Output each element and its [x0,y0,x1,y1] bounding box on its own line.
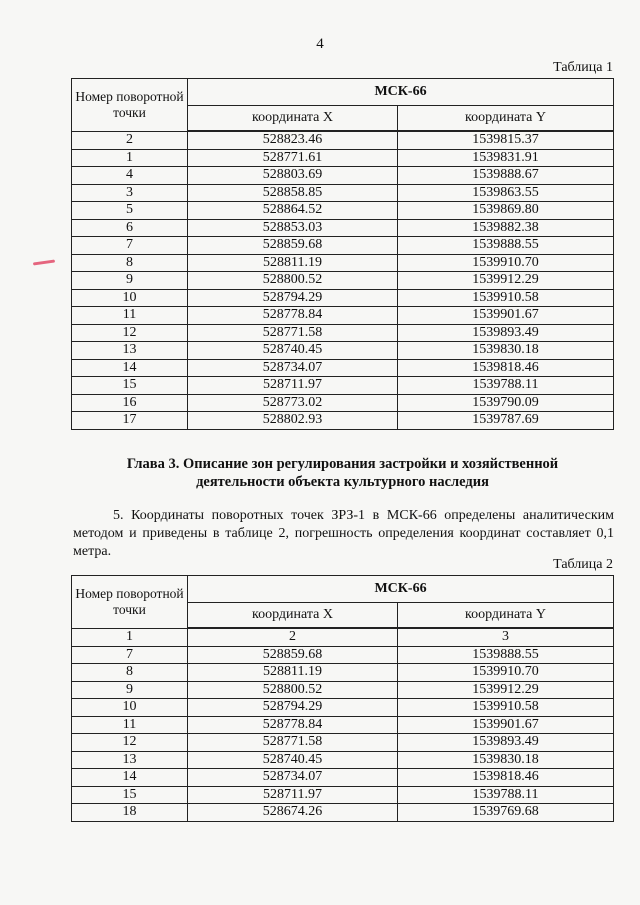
coord-x-cell: 528800.52 [188,272,398,290]
point-number-cell: 14 [72,359,188,377]
table-row [72,681,614,699]
point-number-cell: 10 [72,289,188,307]
table-row [72,751,614,769]
coord-x-header: координата X [188,106,398,132]
coord-x-cell: 528740.45 [188,342,398,360]
point-number-cell: 14 [72,769,188,787]
coordinates-table-2 [71,575,614,822]
coord-x-cell: 528800.52 [188,681,398,699]
coord-y-cell: 1539901.67 [398,307,614,325]
table-row [72,237,614,255]
coord-y-cell: 3 [398,628,614,646]
point-number-cell: 16 [72,394,188,412]
coord-x-cell: 528794.29 [188,289,398,307]
coord-y-cell: 1539912.29 [398,272,614,290]
point-number-cell: 17 [72,412,188,430]
coord-x-cell: 528778.84 [188,716,398,734]
point-number-cell: 6 [72,219,188,237]
point-number-cell: 18 [72,804,188,822]
coord-x-cell: 528802.93 [188,412,398,430]
coord-y-cell: 1539888.67 [398,167,614,185]
point-number-cell: 5 [72,202,188,220]
coord-y-cell: 1539901.67 [398,716,614,734]
point-number-cell: 9 [72,272,188,290]
point-number-cell: 11 [72,716,188,734]
point-number-cell: 7 [72,646,188,664]
coord-y-cell: 1539831.91 [398,149,614,167]
coord-y-cell: 1539888.55 [398,646,614,664]
table-row [72,342,614,360]
point-number-cell: 9 [72,681,188,699]
table-row [72,699,614,717]
point-number-cell: 11 [72,307,188,325]
coord-x-header: координата X [188,603,398,629]
point-number-cell: 1 [72,628,188,646]
coord-y-cell: 1539910.70 [398,254,614,272]
coord-x-cell: 528771.58 [188,734,398,752]
point-number-cell: 8 [72,664,188,682]
table-row [72,628,614,646]
coord-y-cell: 1539790.09 [398,394,614,412]
coord-x-cell: 528773.02 [188,394,398,412]
table-2-body [72,628,614,821]
page-number: 4 [316,36,324,52]
coord-x-cell: 528853.03 [188,219,398,237]
coord-x-cell: 528734.07 [188,359,398,377]
coord-x-cell: 528740.45 [188,751,398,769]
point-number-cell: 3 [72,184,188,202]
coord-x-cell: 528811.19 [188,664,398,682]
table-row [72,664,614,682]
point-number-cell: 7 [72,237,188,255]
table-row [72,272,614,290]
point-number-cell: 12 [72,324,188,342]
coord-x-cell: 528711.97 [188,786,398,804]
coord-y-cell: 1539830.18 [398,751,614,769]
table-2-caption: Таблица 2 [553,557,613,572]
coordinate-system-header: МСК-66 [188,576,614,603]
coord-x-cell: 528859.68 [188,646,398,664]
table-row [72,307,614,325]
coord-y-cell: 1539769.68 [398,804,614,822]
coord-y-cell: 1539818.46 [398,769,614,787]
table-row [72,786,614,804]
table-row [72,167,614,185]
coord-x-cell: 528771.61 [188,149,398,167]
table-row [72,646,614,664]
point-number-cell: 15 [72,377,188,395]
coord-y-cell: 1539830.18 [398,342,614,360]
table-row [72,716,614,734]
point-number-cell: 13 [72,751,188,769]
table-row [72,202,614,220]
point-number-cell: 8 [72,254,188,272]
table-row [72,324,614,342]
coord-y-cell: 1539910.70 [398,664,614,682]
coord-x-cell: 528811.19 [188,254,398,272]
coord-y-header: координата Y [398,106,614,132]
point-number-cell: 12 [72,734,188,752]
coord-y-cell: 1539893.49 [398,324,614,342]
coordinates-table-1 [71,78,614,430]
point-number-cell: 15 [72,786,188,804]
table-row [72,149,614,167]
table-row [72,394,614,412]
point-number-cell: 4 [72,167,188,185]
table-row [72,219,614,237]
coord-y-cell: 1539882.38 [398,219,614,237]
coord-y-cell: 1539910.58 [398,289,614,307]
coord-x-cell: 528794.29 [188,699,398,717]
table-1-caption: Таблица 1 [553,60,613,75]
table-row [72,254,614,272]
coord-x-cell: 528864.52 [188,202,398,220]
coord-x-cell: 528823.46 [188,131,398,149]
table-row [72,412,614,430]
coord-y-cell: 1539912.29 [398,681,614,699]
coord-y-cell: 1539869.80 [398,202,614,220]
coord-x-cell: 528734.07 [188,769,398,787]
coord-y-cell: 1539815.37 [398,131,614,149]
chapter-heading-line-1: Глава 3. Описание зон регулирования застройки и хозяйственной [126,456,559,472]
point-number-cell: 2 [72,131,188,149]
table-row [72,769,614,787]
coord-y-cell: 1539888.55 [398,237,614,255]
coord-x-cell: 528858.85 [188,184,398,202]
point-number-header: Номер поворотной точки [72,79,188,132]
table-row [72,734,614,752]
chapter-heading-line-2: деятельности объекта культурного наследия [196,474,489,490]
coord-x-cell: 2 [188,628,398,646]
table-row [72,359,614,377]
coord-y-header: координата Y [398,603,614,629]
coord-y-cell: 1539787.69 [398,412,614,430]
table-row [72,289,614,307]
pen-mark [33,259,55,265]
table-row [72,804,614,822]
point-number-header: Номер поворотной точки [72,576,188,629]
paragraph-5: 5. Координаты поворотных точек ЗРЗ-1 в МСК-66 определены аналитическим методом и приведены в таблице 2, погрешность определения координат составляет 0,1 метра. [73,508,614,559]
coord-y-cell: 1539818.46 [398,359,614,377]
coord-x-cell: 528674.26 [188,804,398,822]
table-row [72,131,614,149]
coord-y-cell: 1539893.49 [398,734,614,752]
table-row [72,377,614,395]
point-number-cell: 10 [72,699,188,717]
coord-y-cell: 1539910.58 [398,699,614,717]
coord-y-cell: 1539788.11 [398,786,614,804]
coord-x-cell: 528711.97 [188,377,398,395]
chapter-heading [70,455,615,491]
point-number-cell: 13 [72,342,188,360]
table-1-body [72,131,614,429]
coord-y-cell: 1539863.55 [398,184,614,202]
table-row [72,184,614,202]
point-number-cell: 1 [72,149,188,167]
coord-x-cell: 528778.84 [188,307,398,325]
coord-x-cell: 528771.58 [188,324,398,342]
coord-y-cell: 1539788.11 [398,377,614,395]
coord-x-cell: 528859.68 [188,237,398,255]
coordinate-system-header: МСК-66 [188,79,614,106]
coord-x-cell: 528803.69 [188,167,398,185]
